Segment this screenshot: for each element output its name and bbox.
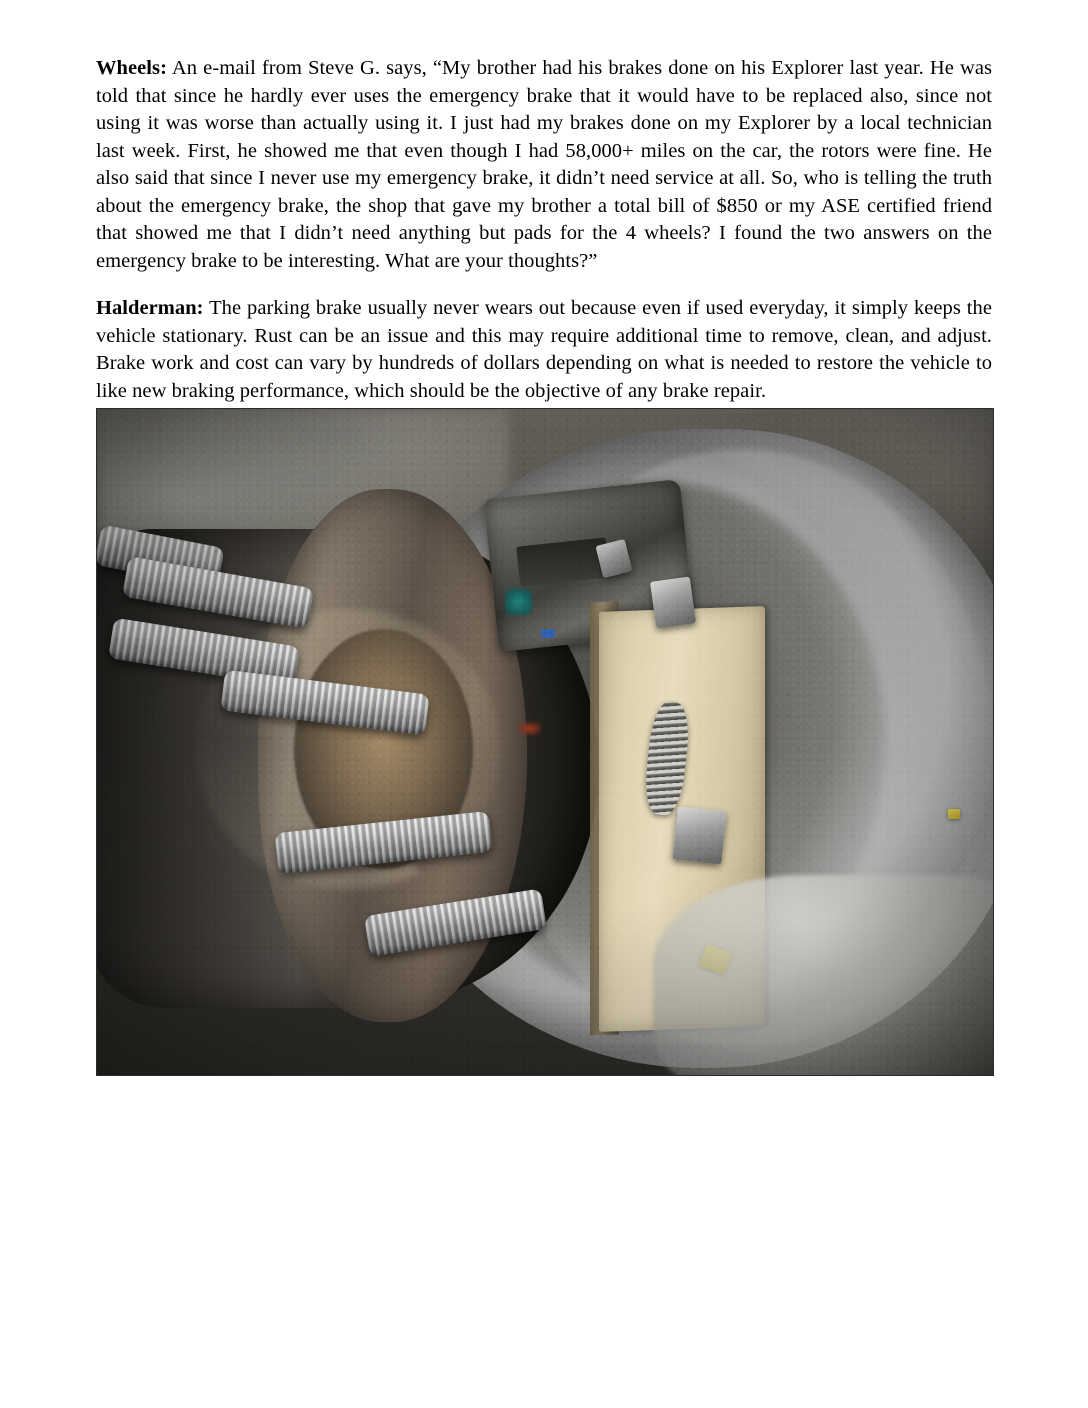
paragraph-halderman [96,295,992,405]
photo-canvas [97,409,993,1075]
paragraph-wheels-lead: Wheels: [96,57,167,79]
paragraph-halderman-lead: Halderman: [96,297,204,319]
brake-assembly-photo [96,408,994,1076]
document-body [96,55,992,425]
paragraph-wheels-text: An e-mail from Steve G. says, “My brother had his brakes done on his Explorer last year. He was told that since he hardly ever uses the emergency brake that it would have to be replaced also, since not using it was worse than actually using it. I just had my brakes done on my Explorer by a local technician last week. First, he showed me that even though I had 58,000+ miles on the car, the rotors were fine. He also said that since I never use my emergency brake, it didn’t need service at all. So, who is telling the truth about the emergency brake, the shop that gave my brother a total bill of $850 or my ASE certified friend that showed me that I didn’t need anything but pads for the 4 wheels? I found the two answers on the emergency brake to be interesting. What are your thoughts?” [96,57,992,272]
photo-vignette [97,409,993,1075]
paragraph-halderman-text: The parking brake usually never wears out because even if used everyday, it simply keeps the vehicle stationary. Rust can be an issue and this may require additional time to remove, clean, and adjust. Brake work and cost can vary by hundreds of dollars depending on what is needed to restore the vehicle to like new braking performance, which should be the objective of any brake repair. [96,297,992,402]
paragraph-wheels [96,55,992,275]
